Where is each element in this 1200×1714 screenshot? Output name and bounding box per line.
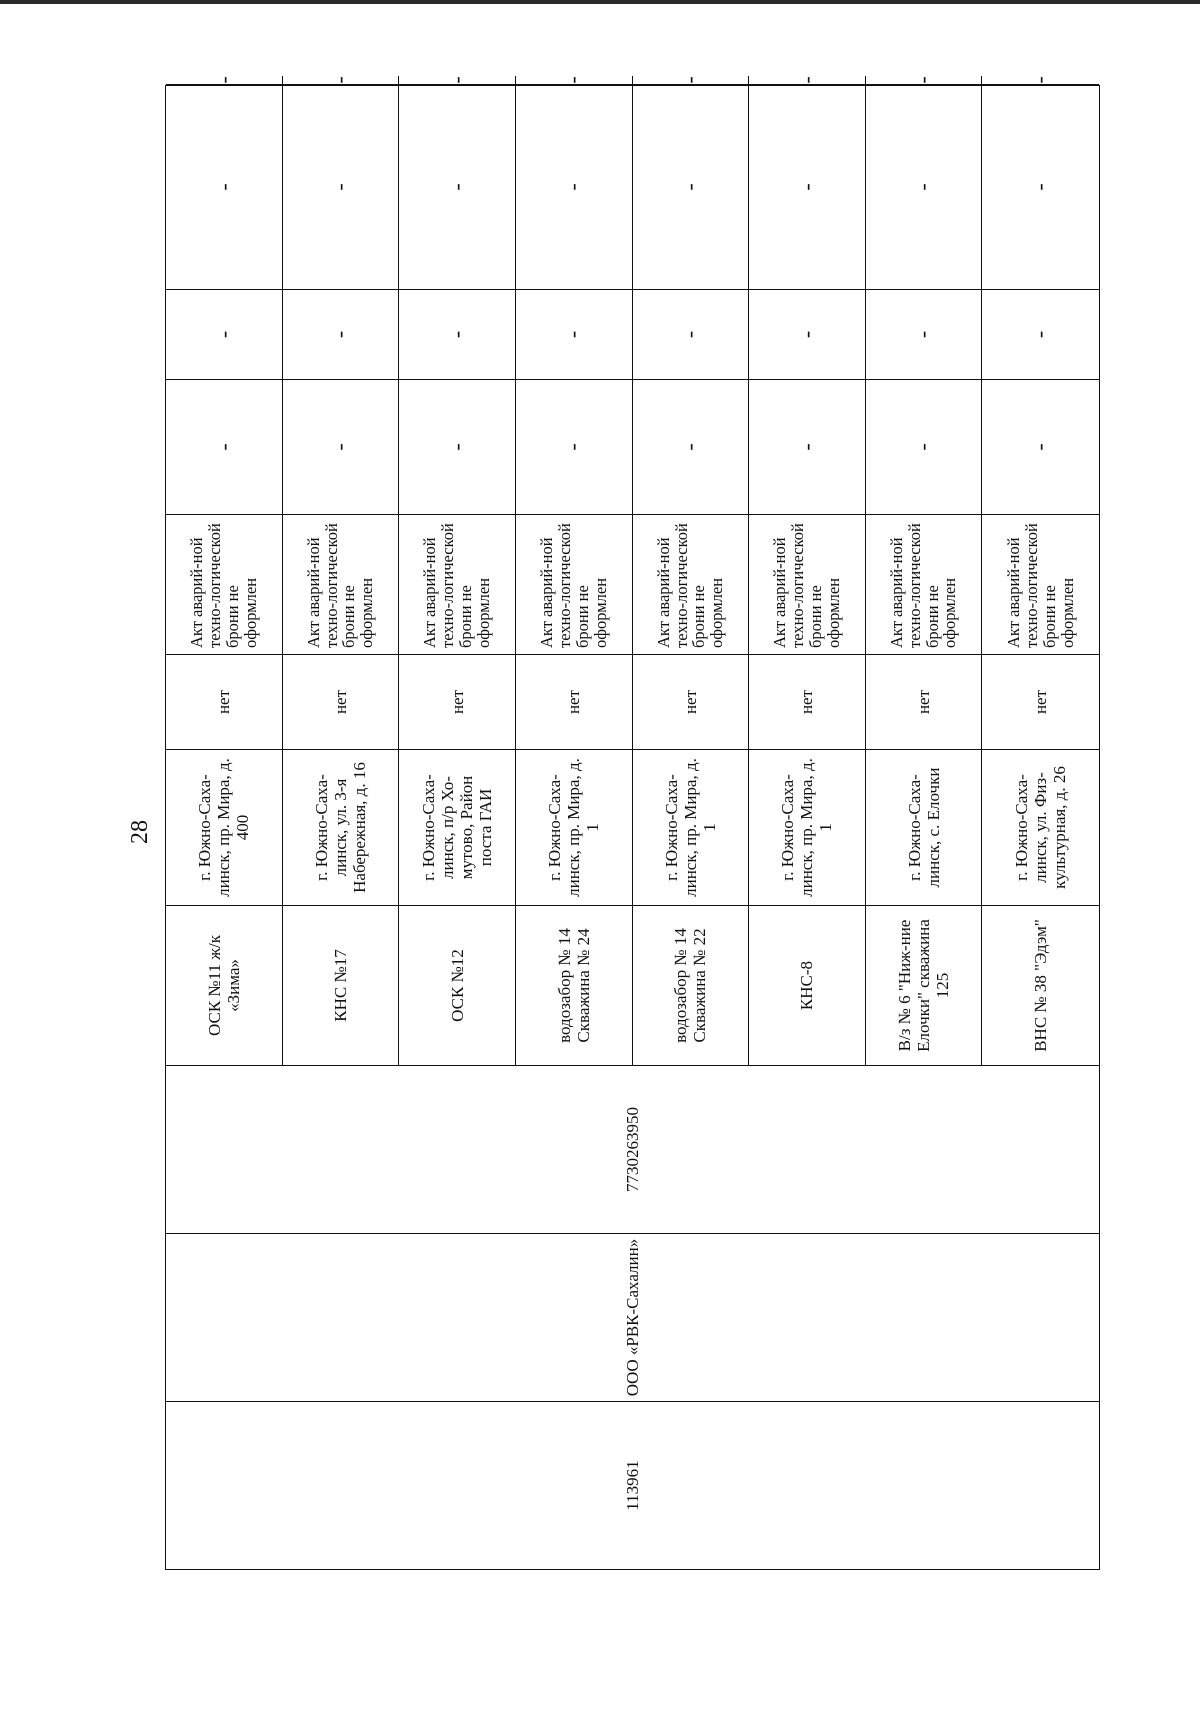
empty-value-cell: - (633, 289, 750, 379)
empty-value-cell: - (516, 76, 633, 84)
empty-value-cell: - (399, 84, 516, 289)
empty-value-cell: - (866, 289, 983, 379)
object-name-cell: ВНС № 38 "Эдэм" (982, 905, 1099, 1065)
empty-value-cell: - (1027, 76, 1053, 84)
empty-value-cell: - (399, 76, 516, 84)
inn-cell: 7730263950 (166, 1065, 1099, 1233)
address-cell: г. Южно-Саха-линск, пр. Мира, д. 1 (633, 749, 750, 905)
address-cell: г. Южно-Саха-линск, пр. Мира, д. 1 (749, 749, 866, 905)
object-name-cell: В/з № 6 "Ниж-ние Елочки" скважина 125 (866, 905, 983, 1065)
empty-value-cell: - (749, 289, 866, 379)
act-cell: Акт аварий-ной техно-логической брони не оформлен (399, 514, 516, 654)
empty-value-cell: - (283, 76, 400, 84)
act-cell: Акт аварий-ной техно-логической брони не оформлен (283, 514, 400, 654)
empty-value-cell: - (633, 84, 750, 289)
act-cell: Акт аварий-ной техно-логической брони не оформлен (633, 514, 750, 654)
status-cell: нет (866, 654, 983, 749)
empty-value-cell: - (283, 289, 400, 379)
status-cell: нет (982, 654, 1099, 749)
empty-value-cell: - (166, 379, 283, 514)
page-number: 28 (127, 820, 153, 844)
object-name-cell: ОСК №11 ж/к «Зима» (166, 905, 283, 1065)
empty-value-cell: - (866, 84, 983, 289)
table-container (165, 76, 1100, 1570)
address-cell: г. Южно-Саха-линск, ул. Физ-культурная, д. 26 (982, 749, 1099, 905)
empty-value-cell: - (516, 84, 633, 289)
organization-cell: ООО «РВК-Сахалин» (166, 1233, 1099, 1401)
data-table (165, 76, 1100, 1570)
empty-value-cell: - (166, 289, 283, 379)
empty-value-cell: - (866, 379, 983, 514)
status-cell: нет (399, 654, 516, 749)
act-cell: Акт аварий-ной техно-логической брони не оформлен (516, 514, 633, 654)
empty-value-cell: - (633, 76, 750, 84)
empty-value-cell: - (516, 379, 633, 514)
address-cell: г. Южно-Саха-линск, п/р Хо-мутово, Район поста ГАИ (399, 749, 516, 905)
address-cell: г. Южно-Саха-линск, пр. Мира, д. 1 (516, 749, 633, 905)
status-cell: нет (283, 654, 400, 749)
empty-value-cell: - (982, 84, 1099, 289)
empty-value-cell: - (283, 379, 400, 514)
object-name-cell: водозабор № 14 Скважина № 22 (633, 905, 750, 1065)
address-cell: г. Южно-Саха-линск, ул. 3-я Набережная, д. 16 (283, 749, 400, 905)
empty-value-cell: - (982, 379, 1099, 514)
empty-value-cell: - (749, 76, 866, 84)
scan-edge (0, 0, 1200, 4)
act-cell: Акт аварий-ной техно-логической брони не оформлен (749, 514, 866, 654)
empty-value-cell: - (749, 379, 866, 514)
record-id-cell: 113961 (166, 1401, 1099, 1569)
status-cell: нет (749, 654, 866, 749)
act-cell: Акт аварий-ной техно-логической брони не оформлен (866, 514, 983, 654)
object-name-cell: водозабор № 14 Скважина № 24 (516, 905, 633, 1065)
status-cell: нет (633, 654, 750, 749)
empty-value-cell: - (166, 84, 283, 289)
empty-value-cell: - (399, 379, 516, 514)
object-name-cell: ОСК №12 (399, 905, 516, 1065)
object-name-cell: КНС №17 (283, 905, 400, 1065)
empty-value-cell: - (399, 289, 516, 379)
empty-value-cell: - (982, 289, 1099, 379)
rotated-table (165, 76, 1100, 1570)
empty-value-cell: - (516, 289, 633, 379)
address-cell: г. Южно-Саха-линск, пр. Мира, д. 400 (166, 749, 283, 905)
status-cell: нет (166, 654, 283, 749)
empty-value-cell: - (749, 84, 866, 289)
act-cell: Акт аварий-ной техно-логической брони не оформлен (166, 514, 283, 654)
empty-value-cell: - (633, 379, 750, 514)
empty-value-cell: - (166, 76, 283, 84)
act-cell: Акт аварий-ной техно-логической брони не оформлен (982, 514, 1099, 654)
empty-value-cell: - (283, 84, 400, 289)
address-cell: г. Южно-Саха-линск, с. Елочки (866, 749, 983, 905)
object-name-cell: КНС-8 (749, 905, 866, 1065)
status-cell: нет (516, 654, 633, 749)
empty-value-cell: - (866, 76, 983, 84)
